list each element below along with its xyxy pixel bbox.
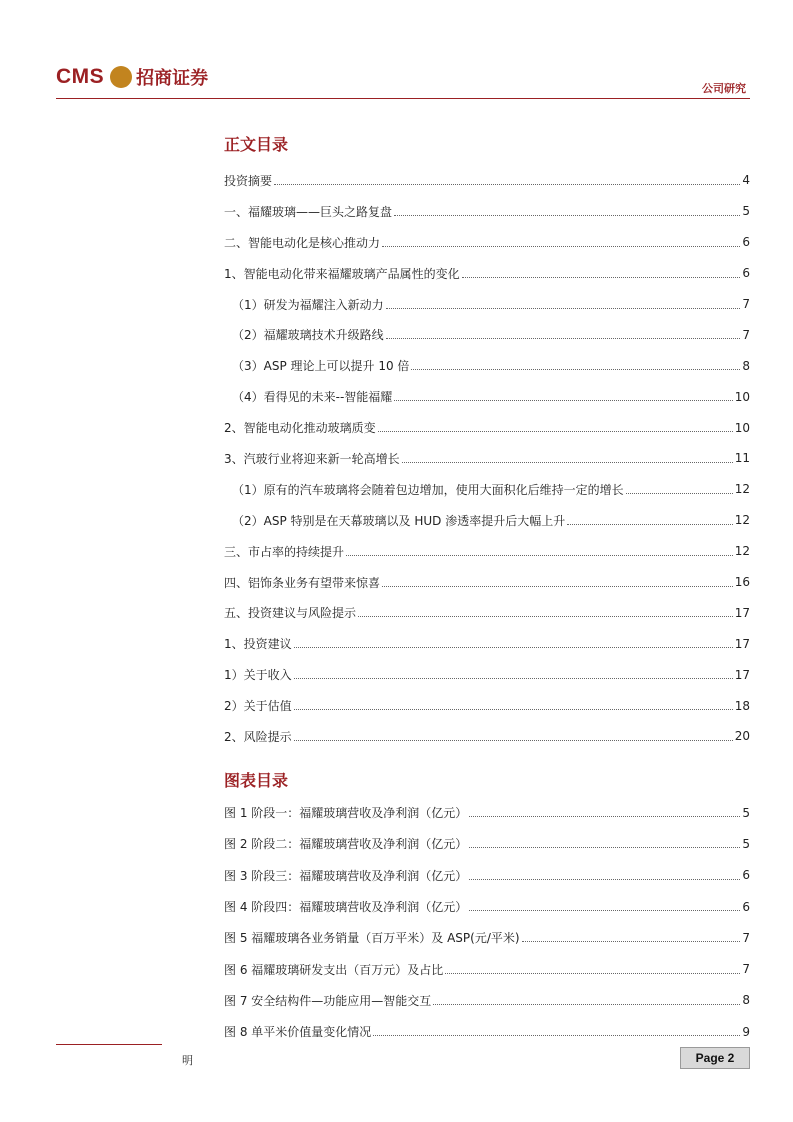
toc-entry-page: 17 xyxy=(734,667,750,682)
toc-entry-label: 2）关于估值 xyxy=(224,699,292,714)
toc-entry-label: （2）ASP 特别是在天幕玻璃以及 HUD 渗透率提升后大幅上升 xyxy=(232,513,566,528)
toc-entry-label: （3）ASP 理论上可以提升 10 倍 xyxy=(232,359,410,374)
figure-entry[interactable] xyxy=(224,828,750,859)
page-number: Page 2 xyxy=(680,1047,750,1069)
figure-entry-page: 7 xyxy=(742,930,750,945)
toc-entry-page: 11 xyxy=(734,451,750,466)
dot-leader xyxy=(469,879,740,880)
toc-entry-label: 1）关于收入 xyxy=(224,668,292,683)
report-type: 公司研究 xyxy=(702,82,746,95)
figure-entry-page: 6 xyxy=(742,868,750,883)
toc-entry[interactable] xyxy=(224,690,750,721)
toc-entry[interactable] xyxy=(224,505,750,536)
toc-entry[interactable] xyxy=(224,443,750,474)
footer-text: 明 xyxy=(182,1054,193,1067)
toc-entry-label: 四、铝饰条业务有望带来惊喜 xyxy=(224,575,381,590)
dot-leader xyxy=(567,524,733,525)
dot-leader xyxy=(358,616,733,617)
dot-leader xyxy=(469,910,740,911)
dot-leader xyxy=(522,941,740,942)
toc-entry-label: 一、福耀玻璃——巨头之路复盘 xyxy=(224,204,393,219)
dot-leader xyxy=(373,1035,740,1036)
dot-leader xyxy=(378,431,733,432)
toc-entry[interactable] xyxy=(224,721,750,752)
logo-emblem-icon xyxy=(110,66,132,88)
figures-list xyxy=(224,797,750,1047)
toc-entry-label: 1、智能电动化带来福耀玻璃产品属性的变化 xyxy=(224,266,460,281)
toc-list xyxy=(224,165,750,752)
figure-entry[interactable] xyxy=(224,985,750,1016)
figure-entry-page: 5 xyxy=(742,805,750,820)
toc-entry-page: 6 xyxy=(742,235,750,250)
dot-leader xyxy=(274,184,740,185)
dot-leader xyxy=(382,246,740,247)
toc-entry-label: 2、风险提示 xyxy=(224,729,292,744)
dot-leader xyxy=(394,215,740,216)
toc-entry[interactable] xyxy=(224,289,750,320)
toc-entry[interactable] xyxy=(224,350,750,381)
logo-chinese-text: 招商证券 xyxy=(136,68,209,89)
toc-entry-page: 10 xyxy=(734,420,750,435)
cms-logo xyxy=(56,64,208,90)
toc-entry[interactable] xyxy=(224,659,750,690)
dot-leader xyxy=(294,740,733,741)
toc-entry-page: 20 xyxy=(734,729,750,744)
toc-entry[interactable] xyxy=(224,196,750,227)
toc-entry-page: 12 xyxy=(734,544,750,559)
figure-entry-label: 图 3 阶段三：福耀玻璃营收及净利润（亿元） xyxy=(224,868,468,883)
toc-entry[interactable] xyxy=(224,536,750,567)
toc-entry[interactable] xyxy=(224,381,750,412)
dot-leader xyxy=(294,678,733,679)
dot-leader xyxy=(469,816,740,817)
toc-entry-label: 二、智能电动化是核心推动力 xyxy=(224,235,381,250)
toc-entry-label: 2、智能电动化推动玻璃质变 xyxy=(224,421,376,436)
dot-leader xyxy=(462,277,740,278)
footer-divider xyxy=(56,1044,162,1045)
figure-entry[interactable] xyxy=(224,891,750,922)
toc-entry-label: （1）研发为福耀注入新动力 xyxy=(232,297,384,312)
toc-entry-page: 5 xyxy=(742,204,750,219)
toc-entry-label: 三、市占率的持续提升 xyxy=(224,544,345,559)
dot-leader xyxy=(394,400,732,401)
toc-entry[interactable] xyxy=(224,628,750,659)
figure-entry-label: 图 7 安全结构件—功能应用—智能交互 xyxy=(224,993,432,1008)
dot-leader xyxy=(346,555,733,556)
toc-entry-page: 18 xyxy=(734,698,750,713)
figure-entry-label: 图 2 阶段二：福耀玻璃营收及净利润（亿元） xyxy=(224,837,468,852)
toc-entry[interactable] xyxy=(224,165,750,196)
toc-entry-page: 16 xyxy=(734,575,750,590)
figure-entry-label: 图 4 阶段四：福耀玻璃营收及净利润（亿元） xyxy=(224,900,468,915)
figure-entry-page: 6 xyxy=(742,899,750,914)
figure-entry-label: 图 5 福耀玻璃各业务销量（百万平米）及 ASP(元/平米) xyxy=(224,931,520,946)
toc-entry[interactable] xyxy=(224,258,750,289)
toc-title: 正文目录 xyxy=(224,135,289,154)
figure-entry-page: 9 xyxy=(742,1024,750,1039)
toc-entry-page: 10 xyxy=(734,389,750,404)
toc-entry-page: 17 xyxy=(734,605,750,620)
toc-entry-page: 7 xyxy=(742,327,750,342)
toc-entry[interactable] xyxy=(224,319,750,350)
header-divider xyxy=(56,98,750,99)
figure-entry[interactable] xyxy=(224,860,750,891)
toc-entry[interactable] xyxy=(224,474,750,505)
dot-leader xyxy=(386,338,740,339)
toc-entry-page: 12 xyxy=(734,482,750,497)
page-header xyxy=(56,58,750,100)
toc-entry[interactable] xyxy=(224,227,750,258)
toc-entry-page: 8 xyxy=(742,358,750,373)
toc-entry-page: 7 xyxy=(742,297,750,311)
dot-leader xyxy=(382,586,733,587)
toc-entry-label: 1、投资建议 xyxy=(224,637,292,652)
figure-entry-label: 图 6 福耀玻璃研发支出（百万元）及占比 xyxy=(224,962,444,977)
dot-leader xyxy=(386,308,740,309)
figure-entry-label: 图 8 单平米价值量变化情况 xyxy=(224,1025,372,1040)
dot-leader xyxy=(626,493,733,494)
figure-entry[interactable] xyxy=(224,953,750,984)
figure-entry-label: 图 1 阶段一：福耀玻璃营收及净利润（亿元） xyxy=(224,806,468,821)
figure-entry[interactable] xyxy=(224,922,750,953)
toc-entry-label: （4）看得见的未来--智能福耀 xyxy=(232,390,393,405)
figures-title: 图表目录 xyxy=(224,771,289,790)
toc-entry-page: 6 xyxy=(742,266,750,281)
figure-entry[interactable] xyxy=(224,1016,750,1047)
toc-entry-label: （2）福耀玻璃技术升级路线 xyxy=(232,328,384,343)
toc-entry[interactable] xyxy=(224,567,750,598)
toc-entry[interactable] xyxy=(224,412,750,443)
toc-entry-label: 3、汽玻行业将迎来新一轮高增长 xyxy=(224,451,400,466)
toc-entry-page: 12 xyxy=(734,513,750,528)
figure-entry-page: 7 xyxy=(742,962,750,977)
toc-entry-label: 投资摘要 xyxy=(224,173,273,188)
toc-entry-page: 17 xyxy=(734,636,750,651)
dot-leader xyxy=(294,647,733,648)
toc-entry-label: （1）原有的汽车玻璃将会随着包边增加，使用大面积化后维持一定的增长 xyxy=(232,482,624,497)
dot-leader xyxy=(402,462,733,463)
dot-leader xyxy=(411,369,740,370)
figure-entry[interactable] xyxy=(224,797,750,828)
dot-leader xyxy=(445,973,740,974)
toc-entry-label: 五、投资建议与风险提示 xyxy=(224,606,357,621)
toc-entry-page: 4 xyxy=(742,173,750,188)
toc-entry[interactable] xyxy=(224,597,750,628)
figure-entry-page: 8 xyxy=(742,993,750,1008)
logo-latin-text: CMS xyxy=(56,65,105,88)
dot-leader xyxy=(294,709,733,710)
figure-entry-page: 5 xyxy=(742,836,750,851)
dot-leader xyxy=(433,1004,740,1005)
dot-leader xyxy=(469,847,740,848)
